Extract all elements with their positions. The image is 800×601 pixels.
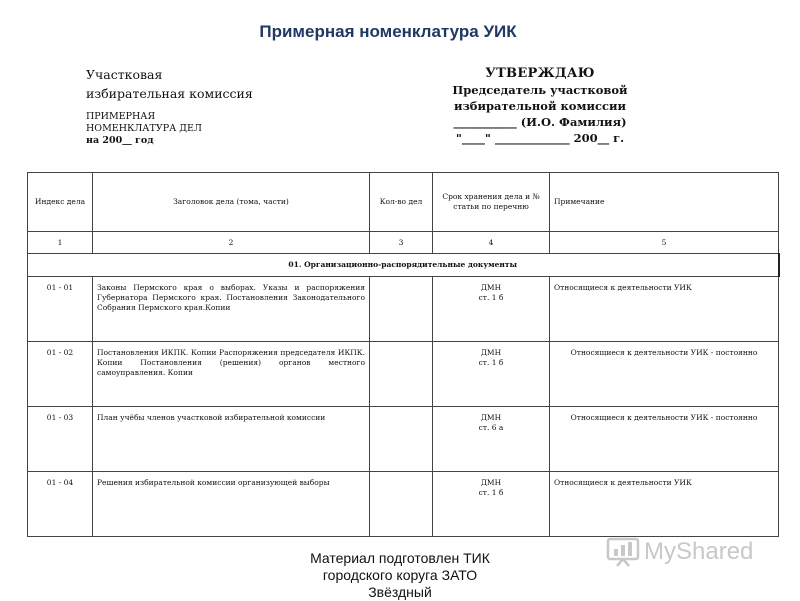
footer-credit bbox=[290, 550, 510, 601]
approval-block bbox=[440, 66, 640, 146]
watermark-text: MyShared bbox=[644, 538, 754, 565]
term-article: ст. 6 а bbox=[478, 423, 504, 432]
document-type-line2: НОМЕНКЛАТУРА ДЕЛ bbox=[86, 123, 202, 134]
footer-line2: городского коруга ЗАТО bbox=[322, 567, 478, 583]
slide-title: Примерная номенклатура УИК bbox=[259, 22, 517, 41]
approval-date-line: "____" _____________ 200__ г. bbox=[455, 131, 625, 145]
term-article: ст. 1 б bbox=[478, 293, 504, 302]
approval-position-line1: Председатель участковой bbox=[452, 83, 628, 97]
cell-count bbox=[370, 407, 433, 472]
footer-line3: Звёздный bbox=[368, 584, 432, 600]
term-code: ДМН bbox=[480, 348, 502, 357]
commission-header bbox=[86, 65, 316, 147]
column-number: 3 bbox=[370, 232, 433, 254]
cell-term bbox=[433, 472, 550, 537]
column-header-index: Индекс дела bbox=[28, 173, 93, 232]
column-number: 4 bbox=[433, 232, 550, 254]
cell-term bbox=[433, 407, 550, 472]
term-article: ст. 1 б bbox=[478, 488, 504, 497]
table-row bbox=[28, 472, 779, 537]
column-number: 5 bbox=[550, 232, 779, 254]
term-code: ДМН bbox=[480, 413, 502, 422]
cell-title: Законы Пермского края о выборах. Указы и распоряжения Губернатора Пермского края. Постановления Законодательного Собрания Пермского края.Копии bbox=[93, 277, 370, 342]
term-article: ст. 1 б bbox=[478, 358, 504, 367]
table-row bbox=[28, 407, 779, 472]
section-title: 01. Организационно-распорядительные документы bbox=[28, 254, 779, 277]
document-type-line1: ПРИМЕРНАЯ bbox=[86, 111, 156, 122]
cell-note: Относящиеся к деятельности УИК - постоянно bbox=[550, 342, 779, 407]
cell-index: 01 - 01 bbox=[28, 277, 93, 342]
approval-position-line2: избирательной комиссии bbox=[453, 99, 627, 113]
term-code: ДМН bbox=[480, 283, 502, 292]
document-year: на 200__ год bbox=[86, 135, 154, 146]
section-row bbox=[28, 254, 779, 277]
column-number-row bbox=[28, 232, 779, 254]
cell-index: 01 - 03 bbox=[28, 407, 93, 472]
commission-name-line2: избирательная комиссия bbox=[86, 86, 253, 101]
nomenclature-table bbox=[27, 172, 780, 537]
footer-line1: Материал подготовлен ТИК bbox=[310, 550, 490, 566]
column-number: 1 bbox=[28, 232, 93, 254]
table-header-row bbox=[28, 173, 779, 232]
column-header-note: Примечание bbox=[550, 173, 779, 232]
cell-index: 01 - 04 bbox=[28, 472, 93, 537]
approval-signature-line: ___________ (И.О. Фамилия) bbox=[453, 115, 627, 129]
column-header-term: Срок хранения дела и № статьи по перечню bbox=[433, 173, 550, 232]
column-header-title: Заголовок дела (тома, части) bbox=[93, 173, 370, 232]
table-row bbox=[28, 277, 779, 342]
watermark-logo bbox=[606, 535, 753, 569]
cell-count bbox=[370, 342, 433, 407]
cell-term bbox=[433, 277, 550, 342]
commission-name-line1: Участковая bbox=[86, 67, 163, 82]
cell-note: Относящиеся к деятельности УИК - постоянно bbox=[550, 407, 779, 472]
column-number: 2 bbox=[93, 232, 370, 254]
cell-title: Постановления ИКПК. Копии Распоряжения председателя ИКПК. Копии Постановления (решения) органов местного самоуправления. Копии bbox=[93, 342, 370, 407]
presentation-board-icon bbox=[606, 537, 640, 567]
cell-index: 01 - 02 bbox=[28, 342, 93, 407]
term-code: ДМН bbox=[480, 478, 502, 487]
cell-count bbox=[370, 472, 433, 537]
column-header-count: Кол-во дел bbox=[370, 173, 433, 232]
approval-heading: УТВЕРЖДАЮ bbox=[485, 66, 595, 81]
cell-term bbox=[433, 342, 550, 407]
cell-count bbox=[370, 277, 433, 342]
table-row bbox=[28, 342, 779, 407]
cell-title: Решения избирательной комиссии организующей выборы bbox=[93, 472, 370, 537]
cell-title: План учёбы членов участковой избирательной комиссии bbox=[93, 407, 370, 472]
cell-note: Относящиеся к деятельности УИК bbox=[550, 472, 779, 537]
cell-note: Относящиеся к деятельности УИК bbox=[550, 277, 779, 342]
